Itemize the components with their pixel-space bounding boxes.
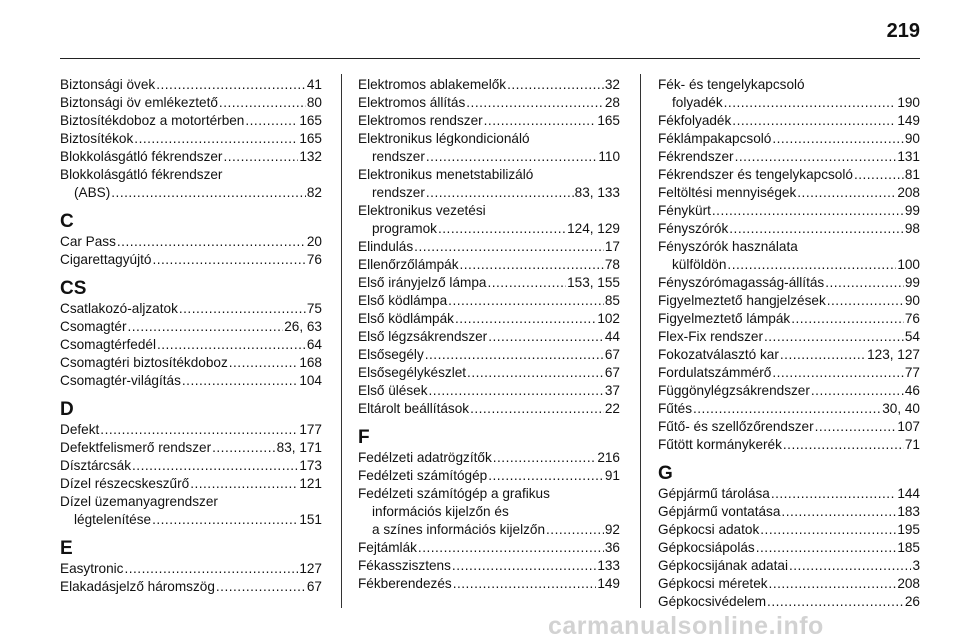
index-entry[interactable] bbox=[60, 336, 322, 354]
index-entry-label: Biztosítékok bbox=[60, 131, 134, 146]
index-entry-page: 78 bbox=[604, 257, 620, 272]
index-entry[interactable] bbox=[358, 521, 620, 539]
index-entry[interactable] bbox=[358, 400, 620, 418]
index-entry-label: Fűtött kormánykerék bbox=[658, 437, 782, 452]
index-entry[interactable] bbox=[358, 184, 620, 202]
index-entry-label: Csomagtérfedél bbox=[60, 337, 156, 352]
dot-leader bbox=[414, 238, 604, 256]
index-entry-label: Elsősegélykészlet bbox=[358, 365, 467, 380]
index-entry-label: folyadék bbox=[672, 95, 723, 110]
index-entry-label: Féklámpakapcsoló bbox=[658, 131, 772, 146]
dot-leader bbox=[488, 328, 604, 346]
index-entry[interactable] bbox=[60, 76, 322, 94]
index-entry[interactable] bbox=[658, 130, 920, 148]
index-entry-label: Defektfelismerő rendszer bbox=[60, 440, 212, 455]
header-divider bbox=[60, 58, 920, 59]
index-entry[interactable] bbox=[60, 148, 322, 166]
index-entry-page: 46 bbox=[904, 383, 920, 398]
index-entry-label: Fényszórómagasság-állítás bbox=[658, 275, 825, 290]
index-entry-label: Biztonsági öv emlékeztető bbox=[60, 95, 218, 110]
index-entry[interactable] bbox=[358, 310, 620, 328]
index-entry[interactable] bbox=[358, 274, 620, 292]
dot-leader bbox=[245, 112, 298, 130]
index-entry-label: Biztonsági övek bbox=[60, 77, 156, 92]
index-entry-label: Fékrendszer bbox=[658, 149, 734, 164]
index-entry[interactable] bbox=[358, 467, 620, 485]
index-entry[interactable] bbox=[60, 421, 322, 439]
index-entry-page: 75 bbox=[306, 301, 322, 316]
index-entry[interactable] bbox=[358, 94, 620, 112]
dot-leader bbox=[127, 318, 283, 336]
index-entry-label: Car Pass bbox=[60, 234, 116, 249]
index-entry[interactable] bbox=[658, 292, 920, 310]
dot-leader bbox=[493, 449, 597, 467]
dot-leader bbox=[729, 220, 904, 238]
index-entry-page: 37 bbox=[604, 383, 620, 398]
index-entry-page: 102 bbox=[597, 311, 620, 326]
section-letter: G bbox=[658, 463, 673, 484]
index-entry-page: 208 bbox=[897, 185, 920, 200]
index-entry-label: Feltöltési mennyiségek bbox=[658, 185, 797, 200]
index-entry-page: 92 bbox=[604, 522, 620, 537]
index-entry-page: 110 bbox=[598, 149, 620, 164]
dot-leader bbox=[438, 220, 566, 238]
index-entry-label: Elsősegély bbox=[358, 347, 424, 362]
index-entry-page: 144 bbox=[897, 486, 920, 501]
index-entry[interactable] bbox=[358, 112, 620, 130]
dot-leader bbox=[426, 184, 574, 202]
index-entry-label: Első ülések bbox=[358, 383, 428, 398]
index-entry-label: Fékrendszer és tengelykapcsoló bbox=[658, 167, 853, 182]
index-entry-page: 124, 129 bbox=[567, 221, 620, 236]
column-divider bbox=[640, 74, 641, 608]
index-entry-page: 216 bbox=[597, 450, 620, 465]
dot-leader bbox=[484, 112, 597, 130]
index-entry[interactable] bbox=[60, 94, 322, 112]
index-entry-page: 168 bbox=[299, 355, 322, 370]
index-entry-label: Csomagtér-világítás bbox=[60, 373, 181, 388]
index-entry-page: 67 bbox=[604, 347, 620, 362]
section-letter: F bbox=[358, 427, 370, 448]
index-entry-label: Első ködlámpák bbox=[358, 311, 454, 326]
dot-leader bbox=[429, 382, 604, 400]
section-letter: CS bbox=[60, 278, 87, 299]
watermark: carmanualsonline.info bbox=[548, 612, 824, 640]
dot-leader bbox=[827, 292, 904, 310]
index-entry-label: Flex-Fix rendszer bbox=[658, 329, 763, 344]
dot-leader bbox=[460, 256, 604, 274]
index-entry-heading: Dízel üzemanyagrendszer bbox=[60, 494, 218, 509]
index-entry[interactable] bbox=[358, 346, 620, 364]
dot-leader bbox=[111, 184, 306, 202]
index-entry-page: 91 bbox=[604, 468, 620, 483]
index-entry-label: Gépjármű tárolása bbox=[658, 486, 770, 501]
dot-leader bbox=[783, 436, 904, 454]
dot-leader bbox=[418, 539, 604, 557]
index-entry-label: rendszer bbox=[372, 149, 425, 164]
index-entry-page: 132 bbox=[299, 149, 322, 164]
index-entry-label: Fékberendezés bbox=[358, 576, 452, 591]
index-entry-page: 185 bbox=[897, 540, 920, 555]
index-entry-page: 183 bbox=[897, 504, 920, 519]
dot-leader bbox=[797, 184, 896, 202]
index-entry-page: 208 bbox=[897, 576, 920, 591]
index-entry-page: 90 bbox=[904, 131, 920, 146]
dot-leader bbox=[781, 503, 896, 521]
index-entry[interactable] bbox=[60, 578, 322, 596]
index-entry[interactable] bbox=[60, 475, 322, 493]
index-entry[interactable] bbox=[60, 130, 322, 148]
index-entry[interactable] bbox=[658, 346, 920, 364]
dot-leader bbox=[182, 372, 298, 390]
index-entry-page: 36 bbox=[604, 540, 620, 555]
index-entry-label: Figyelmeztető lámpák bbox=[658, 311, 791, 326]
index-entry-heading: Blokkolásgátló fékrendszer bbox=[60, 167, 223, 182]
index-entry-label: Elektromos rendszer bbox=[358, 113, 483, 128]
index-entry-label: Fordulatszámmérő bbox=[658, 365, 772, 380]
index-entry-page: 121 bbox=[299, 476, 322, 491]
index-entry[interactable] bbox=[60, 112, 322, 130]
section-letter: E bbox=[60, 538, 73, 559]
dot-leader bbox=[815, 418, 897, 436]
index-entry-page: 177 bbox=[299, 422, 322, 437]
dot-leader bbox=[229, 354, 299, 372]
index-entry-label: Csomagtéri biztosítékdoboz bbox=[60, 355, 228, 370]
index-entry-label: Első légzsákrendszer bbox=[358, 329, 488, 344]
index-entry-page: 83, 133 bbox=[574, 185, 620, 200]
index-entry-label: Fokozatválasztó kar bbox=[658, 347, 779, 362]
index-entry[interactable] bbox=[60, 511, 322, 529]
index-entry[interactable] bbox=[658, 400, 920, 418]
index-entry-page: 26, 63 bbox=[284, 319, 322, 334]
dot-leader bbox=[219, 94, 306, 112]
index-entry[interactable] bbox=[658, 593, 920, 611]
index-entry-label: (ABS) bbox=[74, 185, 111, 200]
index-entry[interactable] bbox=[658, 521, 920, 539]
index-entry-label: Fénykürt bbox=[658, 203, 711, 218]
index-entry-page: 195 bbox=[897, 522, 920, 537]
index-entry-page: 77 bbox=[904, 365, 920, 380]
index-entry[interactable] bbox=[358, 328, 620, 346]
index-entry-page: 76 bbox=[306, 252, 322, 267]
index-entry-label: Gépjármű vontatása bbox=[658, 504, 781, 519]
dot-leader bbox=[117, 233, 306, 251]
index-entry[interactable] bbox=[658, 148, 920, 166]
section-letter: D bbox=[60, 399, 74, 420]
index-entry-label: Fékasszisztens bbox=[358, 558, 451, 573]
dot-leader bbox=[100, 421, 298, 439]
index-entry-page: 32 bbox=[604, 77, 620, 92]
index-entry[interactable] bbox=[658, 310, 920, 328]
dot-leader bbox=[152, 511, 298, 529]
index-entry-label: Csatlakozó-aljzatok bbox=[60, 301, 178, 316]
dot-leader bbox=[453, 575, 597, 593]
index-entry[interactable] bbox=[658, 485, 920, 503]
index-entry-page: 67 bbox=[604, 365, 620, 380]
index-entry-label: Biztosítékdoboz a motortérben bbox=[60, 113, 245, 128]
index-entry-heading: Fék- és tengelykapcsoló bbox=[658, 77, 805, 92]
dot-leader bbox=[132, 457, 298, 475]
section-letter: C bbox=[60, 211, 74, 232]
index-entry-label: programok bbox=[372, 221, 437, 236]
dot-leader bbox=[767, 593, 904, 611]
dot-leader bbox=[693, 400, 881, 418]
index-entry-page: 149 bbox=[897, 113, 920, 128]
index-entry[interactable] bbox=[658, 202, 920, 220]
index-entry-label: Elindulás bbox=[358, 239, 414, 254]
index-entry-label: Cigarettagyújtó bbox=[60, 252, 152, 267]
index-entry[interactable] bbox=[658, 364, 920, 382]
index-entry-label: légtelenítése bbox=[74, 512, 152, 527]
index-entry-page: 30, 40 bbox=[882, 401, 920, 416]
index-entry-page: 133 bbox=[597, 558, 620, 573]
index-entry-page: 82 bbox=[306, 185, 322, 200]
index-entry-page: 151 bbox=[299, 512, 322, 527]
dot-leader bbox=[448, 292, 604, 310]
index-entry[interactable] bbox=[658, 557, 920, 575]
index-column-3 bbox=[658, 76, 920, 611]
index-entry-label: rendszer bbox=[372, 185, 425, 200]
index-entry-label: Dísztárcsák bbox=[60, 458, 132, 473]
index-entry-label: Fedélzeti adatrögzítők bbox=[358, 450, 492, 465]
index-entry[interactable] bbox=[60, 184, 322, 202]
index-entry[interactable] bbox=[658, 436, 920, 454]
dot-leader bbox=[712, 202, 904, 220]
index-entry[interactable] bbox=[658, 328, 920, 346]
index-entry[interactable] bbox=[60, 251, 322, 269]
index-entry-label: Elakadásjelző háromszög bbox=[60, 579, 215, 594]
index-entry-label: külföldön bbox=[672, 257, 727, 272]
dot-leader bbox=[772, 130, 904, 148]
index-entry-page: 99 bbox=[904, 203, 920, 218]
index-entry-label: Fejtámlák bbox=[358, 540, 417, 555]
dot-leader bbox=[825, 274, 904, 292]
dot-leader bbox=[455, 310, 596, 328]
dot-leader bbox=[212, 439, 276, 457]
index-entry-label: Easytronic bbox=[60, 561, 124, 576]
dot-leader bbox=[223, 148, 298, 166]
index-entry-heading: Elektronikus légkondicionáló bbox=[358, 131, 530, 146]
dot-leader bbox=[727, 256, 896, 274]
index-entry-page: 81 bbox=[904, 167, 920, 182]
index-entry-page: 165 bbox=[597, 113, 620, 128]
index-entry-label: Defekt bbox=[60, 422, 100, 437]
index-entry-page: 131 bbox=[897, 149, 920, 164]
index-entry[interactable] bbox=[60, 372, 322, 390]
dot-leader bbox=[467, 364, 604, 382]
index-entry[interactable] bbox=[60, 300, 322, 318]
dot-leader bbox=[487, 274, 566, 292]
index-entry-page: 190 bbox=[897, 95, 920, 110]
dot-leader bbox=[124, 560, 298, 578]
index-entry[interactable] bbox=[658, 539, 920, 557]
index-entry-label: Dízel részecskeszűrő bbox=[60, 476, 190, 491]
index-entry[interactable] bbox=[658, 382, 920, 400]
dot-leader bbox=[791, 310, 904, 328]
index-entry-heading: Fedélzeti számítógép a grafikus bbox=[358, 486, 550, 501]
dot-leader bbox=[466, 94, 604, 112]
index-entry[interactable] bbox=[358, 256, 620, 274]
index-entry-heading: Elektronikus vezetési bbox=[358, 203, 486, 218]
dot-leader bbox=[470, 400, 604, 418]
index-entry[interactable] bbox=[358, 148, 620, 166]
index-entry-label: Fényszórók bbox=[658, 221, 729, 236]
index-entry-label: Gépkocsi adatok bbox=[658, 522, 760, 537]
dot-leader bbox=[488, 467, 604, 485]
index-entry-page: 71 bbox=[904, 437, 920, 452]
index-entry[interactable] bbox=[358, 220, 620, 238]
index-entry[interactable] bbox=[60, 560, 322, 578]
index-entry[interactable] bbox=[658, 94, 920, 112]
dot-leader bbox=[425, 346, 604, 364]
index-entry-heading: információs kijelzőn és bbox=[372, 504, 509, 519]
index-entry-label: Gépkocsi méretek bbox=[658, 576, 768, 591]
index-entry-page: 20 bbox=[306, 234, 322, 249]
index-entry-page: 41 bbox=[306, 77, 322, 92]
dot-leader bbox=[156, 76, 306, 94]
dot-leader bbox=[724, 94, 897, 112]
index-entry[interactable] bbox=[358, 539, 620, 557]
index-column-1 bbox=[60, 76, 322, 596]
dot-leader bbox=[426, 148, 597, 166]
index-entry-label: Gépkocsijának adatai bbox=[658, 558, 788, 573]
dot-leader bbox=[152, 251, 305, 269]
index-entry[interactable] bbox=[658, 274, 920, 292]
index-entry[interactable] bbox=[60, 457, 322, 475]
index-entry[interactable] bbox=[358, 557, 620, 575]
index-entry-page: 98 bbox=[904, 221, 920, 236]
index-entry-label: Fűtés bbox=[658, 401, 692, 416]
dot-leader bbox=[452, 557, 596, 575]
index-entry-page: 22 bbox=[604, 401, 620, 416]
index-entry[interactable] bbox=[358, 449, 620, 467]
index-entry-page: 90 bbox=[904, 293, 920, 308]
dot-leader bbox=[772, 364, 904, 382]
dot-leader bbox=[854, 166, 904, 184]
index-entry[interactable] bbox=[358, 382, 620, 400]
dot-leader bbox=[216, 578, 306, 596]
index-entry-page: 123, 127 bbox=[867, 347, 920, 362]
dot-leader bbox=[546, 521, 604, 539]
index-entry[interactable] bbox=[658, 220, 920, 238]
index-entry-page: 153, 155 bbox=[567, 275, 620, 290]
index-entry-page: 173 bbox=[299, 458, 322, 473]
index-entry-page: 85 bbox=[604, 293, 620, 308]
index-entry-label: Gépkocsivédelem bbox=[658, 594, 767, 609]
index-entry[interactable] bbox=[658, 418, 920, 436]
index-column-2 bbox=[358, 76, 620, 593]
index-entry-page: 165 bbox=[299, 113, 322, 128]
dot-leader bbox=[732, 112, 896, 130]
index-entry-label: Gépkocsiápolás bbox=[658, 540, 755, 555]
index-entry-label: Függönylégzsákrendszer bbox=[658, 383, 810, 398]
index-entry-label: Figyelmeztető hangjelzések bbox=[658, 293, 826, 308]
dot-leader bbox=[134, 130, 298, 148]
index-entry-label: Csomagtér bbox=[60, 319, 127, 334]
dot-leader bbox=[780, 346, 866, 364]
index-entry[interactable] bbox=[658, 166, 920, 184]
index-entry-page: 83, 171 bbox=[276, 440, 322, 455]
dot-leader bbox=[179, 300, 306, 318]
index-entry-page: 99 bbox=[904, 275, 920, 290]
index-entry-label: Első irányjelző lámpa bbox=[358, 275, 487, 290]
index-entry-page: 80 bbox=[306, 95, 322, 110]
dot-leader bbox=[760, 521, 896, 539]
index-entry-label: a színes információs kijelzőn bbox=[372, 522, 546, 537]
index-entry[interactable] bbox=[658, 256, 920, 274]
index-entry-page: 100 bbox=[897, 257, 920, 272]
index-entry[interactable] bbox=[60, 318, 322, 336]
index-entry-page: 149 bbox=[597, 576, 620, 591]
index-entry[interactable] bbox=[60, 233, 322, 251]
index-entry-page: 107 bbox=[897, 419, 920, 434]
dot-leader bbox=[756, 539, 897, 557]
index-entry-label: Első ködlámpa bbox=[358, 293, 448, 308]
index-entry-label: Eltárolt beállítások bbox=[358, 401, 470, 416]
dot-leader bbox=[190, 475, 298, 493]
index-entry-page: 44 bbox=[604, 329, 620, 344]
index-entry[interactable] bbox=[658, 575, 920, 593]
dot-leader bbox=[735, 148, 897, 166]
dot-leader bbox=[157, 336, 306, 354]
index-entry-page: 3 bbox=[912, 558, 920, 573]
dot-leader bbox=[789, 557, 911, 575]
index-entry-page: 28 bbox=[604, 95, 620, 110]
index-entry[interactable] bbox=[60, 354, 322, 372]
index-entry-page: 104 bbox=[299, 373, 322, 388]
index-entry-label: Elektromos ablakemelők bbox=[358, 77, 507, 92]
index-entry-label: Fűtő- és szellőzőrendszer bbox=[658, 419, 814, 434]
index-entry-label: Elektromos állítás bbox=[358, 95, 466, 110]
index-entry-heading: Fényszórók használata bbox=[658, 239, 798, 254]
index-entry-label: Fékfolyadék bbox=[658, 113, 732, 128]
index-entry-page: 54 bbox=[904, 329, 920, 344]
index-entry[interactable] bbox=[358, 292, 620, 310]
index-entry-page: 76 bbox=[904, 311, 920, 326]
dot-leader bbox=[771, 485, 896, 503]
index-entry-page: 64 bbox=[306, 337, 322, 352]
index-entry-label: Fedélzeti számítógép bbox=[358, 468, 488, 483]
index-entry[interactable] bbox=[358, 238, 620, 256]
index-entry-page: 165 bbox=[299, 131, 322, 146]
index-entry[interactable] bbox=[60, 439, 322, 457]
index-entry[interactable] bbox=[658, 503, 920, 521]
index-entry[interactable] bbox=[658, 184, 920, 202]
index-entry-page: 26 bbox=[904, 594, 920, 609]
dot-leader bbox=[769, 575, 897, 593]
index-entry[interactable] bbox=[358, 575, 620, 593]
index-entry-page: 127 bbox=[299, 561, 322, 576]
dot-leader bbox=[811, 382, 904, 400]
index-entry[interactable] bbox=[358, 364, 620, 382]
dot-leader bbox=[764, 328, 904, 346]
dot-leader bbox=[507, 76, 604, 94]
index-entry-heading: Elektronikus menetstabilizáló bbox=[358, 167, 534, 182]
index-entry-label: Blokkolásgátló fékrendszer bbox=[60, 149, 223, 164]
index-entry[interactable] bbox=[358, 76, 620, 94]
column-divider bbox=[341, 74, 342, 608]
index-entry[interactable] bbox=[658, 112, 920, 130]
page-number: 219 bbox=[886, 20, 920, 42]
index-entry-label: Ellenőrzőlámpák bbox=[358, 257, 459, 272]
index-entry-page: 17 bbox=[604, 239, 620, 254]
index-entry-page: 67 bbox=[306, 579, 322, 594]
